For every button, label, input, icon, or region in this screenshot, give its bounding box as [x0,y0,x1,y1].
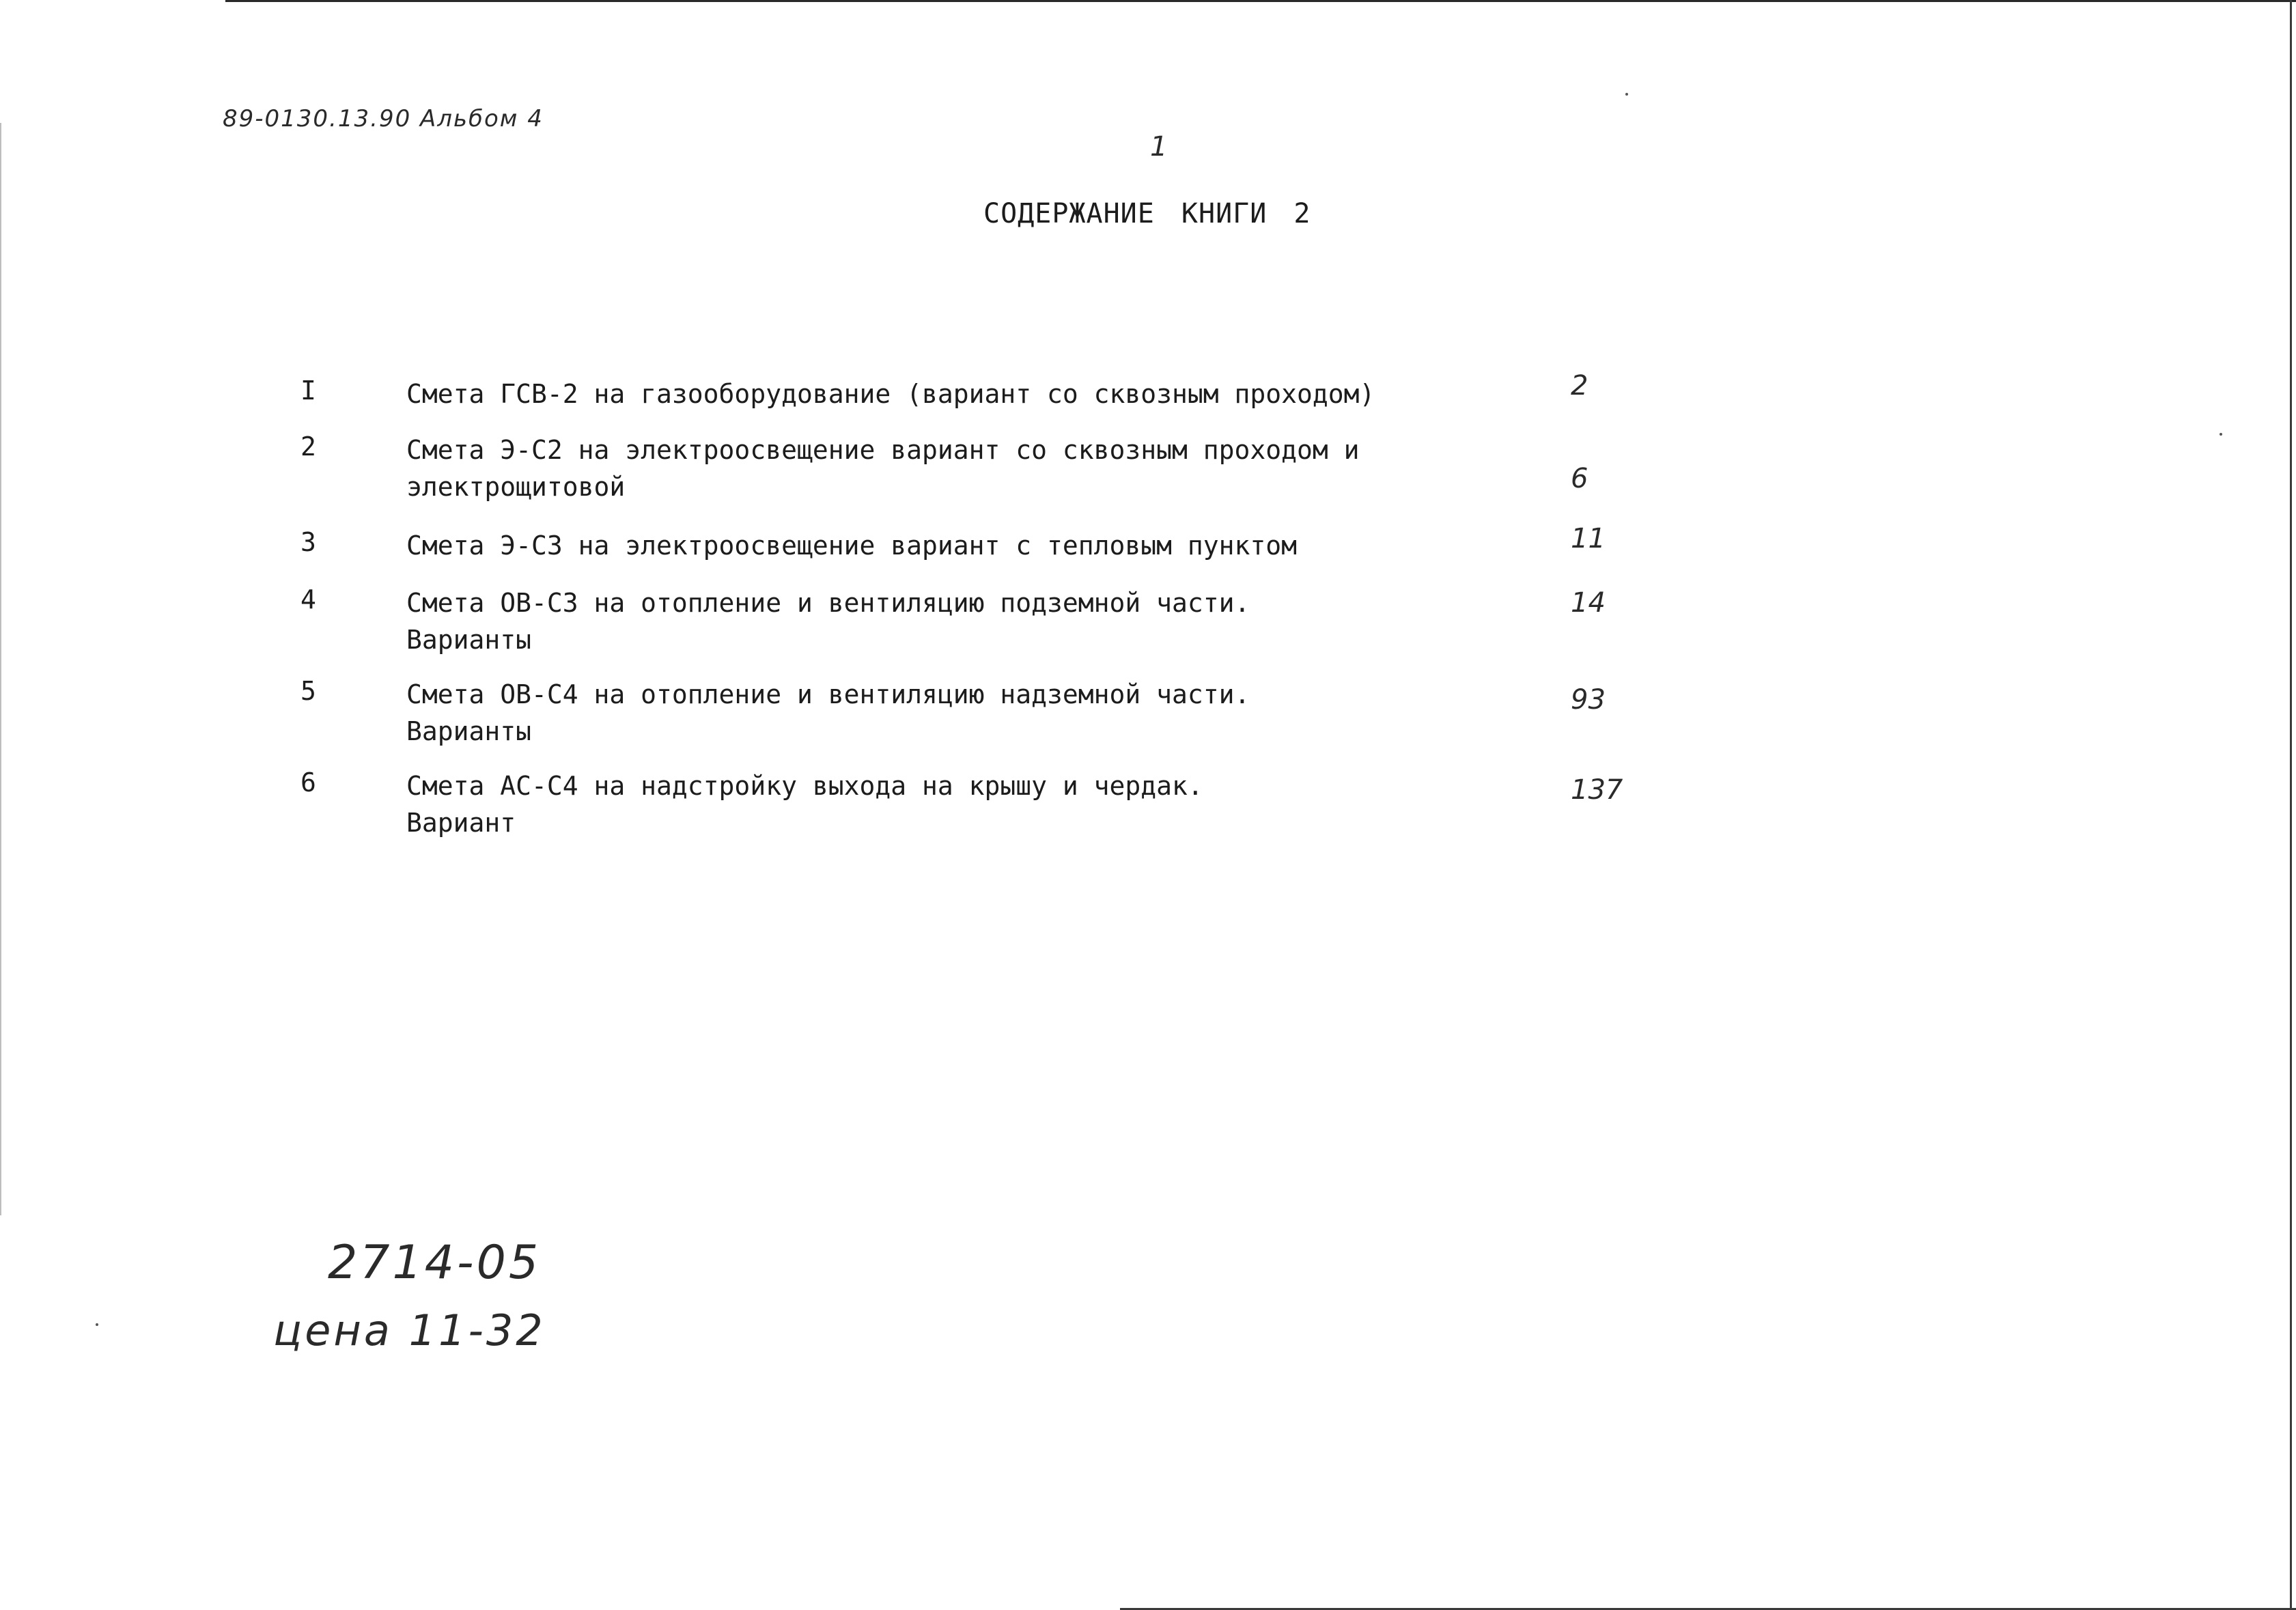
toc-item-number: 6 [300,767,316,797]
toc-item-number: I [300,376,316,406]
toc-item-page: 2 [1571,370,1588,401]
toc-item-number: 2 [300,432,316,462]
toc-item-title [406,767,1203,841]
toc-item-title [406,376,1375,412]
handwritten-number: 2714-05 [328,1236,542,1290]
toc-item-number: 5 [300,676,316,706]
toc-item-line: Смета АС-С4 на надстройку выхода на крышу и чердак. [406,771,1203,801]
document-code: 89-0130.13.90 Альбом 4 [223,105,544,132]
toc-item-page: 93 [1571,684,1606,716]
scan-speck [1625,93,1628,96]
scan-edge-left [0,123,1,1215]
toc-item-page: 11 [1571,523,1606,554]
toc-item-page: 137 [1571,774,1623,806]
handwritten-price: цена 11-32 [273,1305,546,1355]
toc-item-line: Варианты [406,716,532,746]
scan-speck [2220,433,2222,436]
toc-item-number: 3 [300,527,316,557]
toc-item-line: Смета Э-С2 на электроосвещение вариант со сквозным проходом и [406,435,1360,465]
toc-item-title [406,527,1297,564]
scan-speck [96,1323,98,1326]
toc-item-number: 4 [300,584,316,615]
toc-item-line: электрощитовой [406,472,626,502]
toc-item-line: Смета ОВ-С3 на отопление и вентиляцию подземной части. [406,588,1250,618]
toc-item-title [406,432,1360,505]
toc-item-page: 6 [1571,463,1588,494]
toc-item-line: Вариант [406,808,516,838]
toc-item-title [406,584,1250,658]
page-number: 1 [1150,131,1168,163]
scan-edge-top [225,0,2296,2]
scan-edge-right [2290,0,2292,1610]
page-title: СОДЕРЖАНИЕ КНИГИ 2 [983,198,1311,229]
toc-item-line: Смета ОВ-С4 на отопление и вентиляцию надземной части. [406,679,1250,709]
toc-item-title [406,676,1250,750]
toc-item-page: 14 [1571,587,1606,619]
toc-item-line: Смета ГСВ-2 на газооборудование (вариант со сквозным проходом) [406,379,1375,409]
toc-item-line: Смета Э-С3 на электроосвещение вариант с тепловым пунктом [406,531,1298,561]
toc-item-line: Варианты [406,625,532,655]
